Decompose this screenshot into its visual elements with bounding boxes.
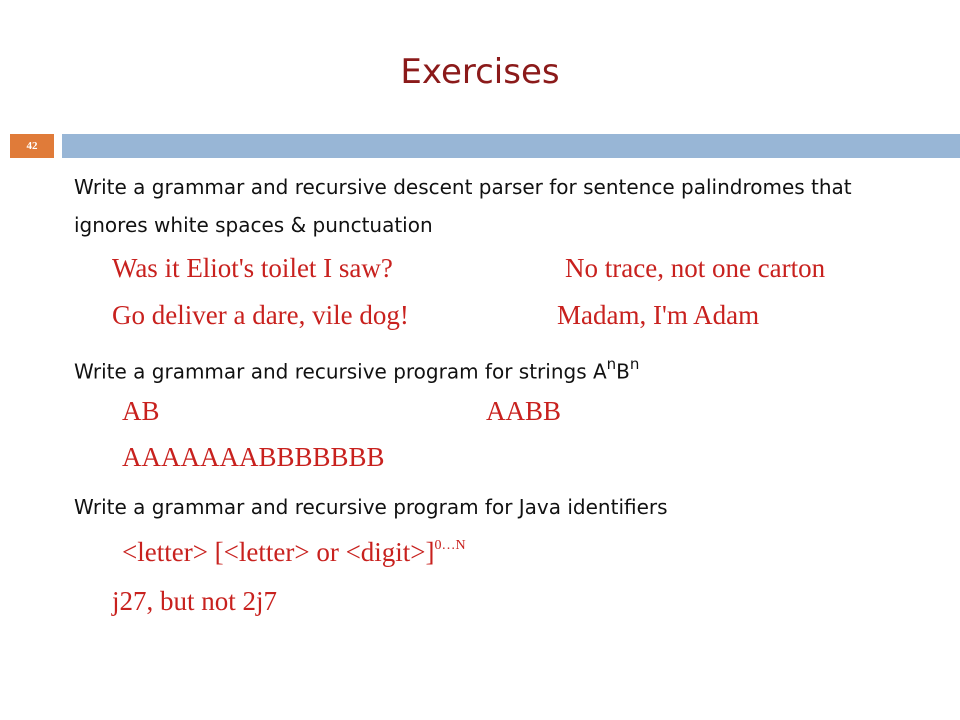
palindrome-example-2: No trace, not one carton <box>565 253 826 283</box>
anbn-example-2: AABB <box>486 396 562 426</box>
palindrome-example-4: Madam, I'm Adam <box>557 300 760 330</box>
header-bar <box>62 134 960 158</box>
identifier-pattern-sup: 0…N <box>434 538 466 553</box>
exercise-2-sup-2: n <box>629 355 640 373</box>
identifier-pattern-main: <letter> [<letter> or <digit>] <box>122 537 435 567</box>
exercise-3-text: Write a grammar and recursive program for Java identifiers <box>74 495 668 519</box>
palindrome-example-3: Go deliver a dare, vile dog! <box>112 300 409 330</box>
exercise-2-mid: B <box>616 359 630 384</box>
slide-title: Exercises <box>400 52 560 92</box>
palindrome-example-1: Was it Eliot's toilet I saw? <box>112 253 393 283</box>
identifier-pattern <box>122 537 466 568</box>
exercise-2-main: Write a grammar and recursive program for strings A <box>74 359 607 384</box>
exercise-1-text: Write a grammar and recursive descent parser for sentence palindromes that ignores white spaces & punctuation <box>74 175 852 237</box>
identifier-example: j27, but not 2j7 <box>112 586 278 616</box>
anbn-example-1: AB <box>122 396 160 426</box>
page-number-badge: 42 <box>10 134 54 158</box>
anbn-example-3: AAAAAAABBBBBBB <box>122 442 385 472</box>
exercise-2-text <box>74 347 639 391</box>
exercise-2-sup-1: n <box>606 355 617 373</box>
